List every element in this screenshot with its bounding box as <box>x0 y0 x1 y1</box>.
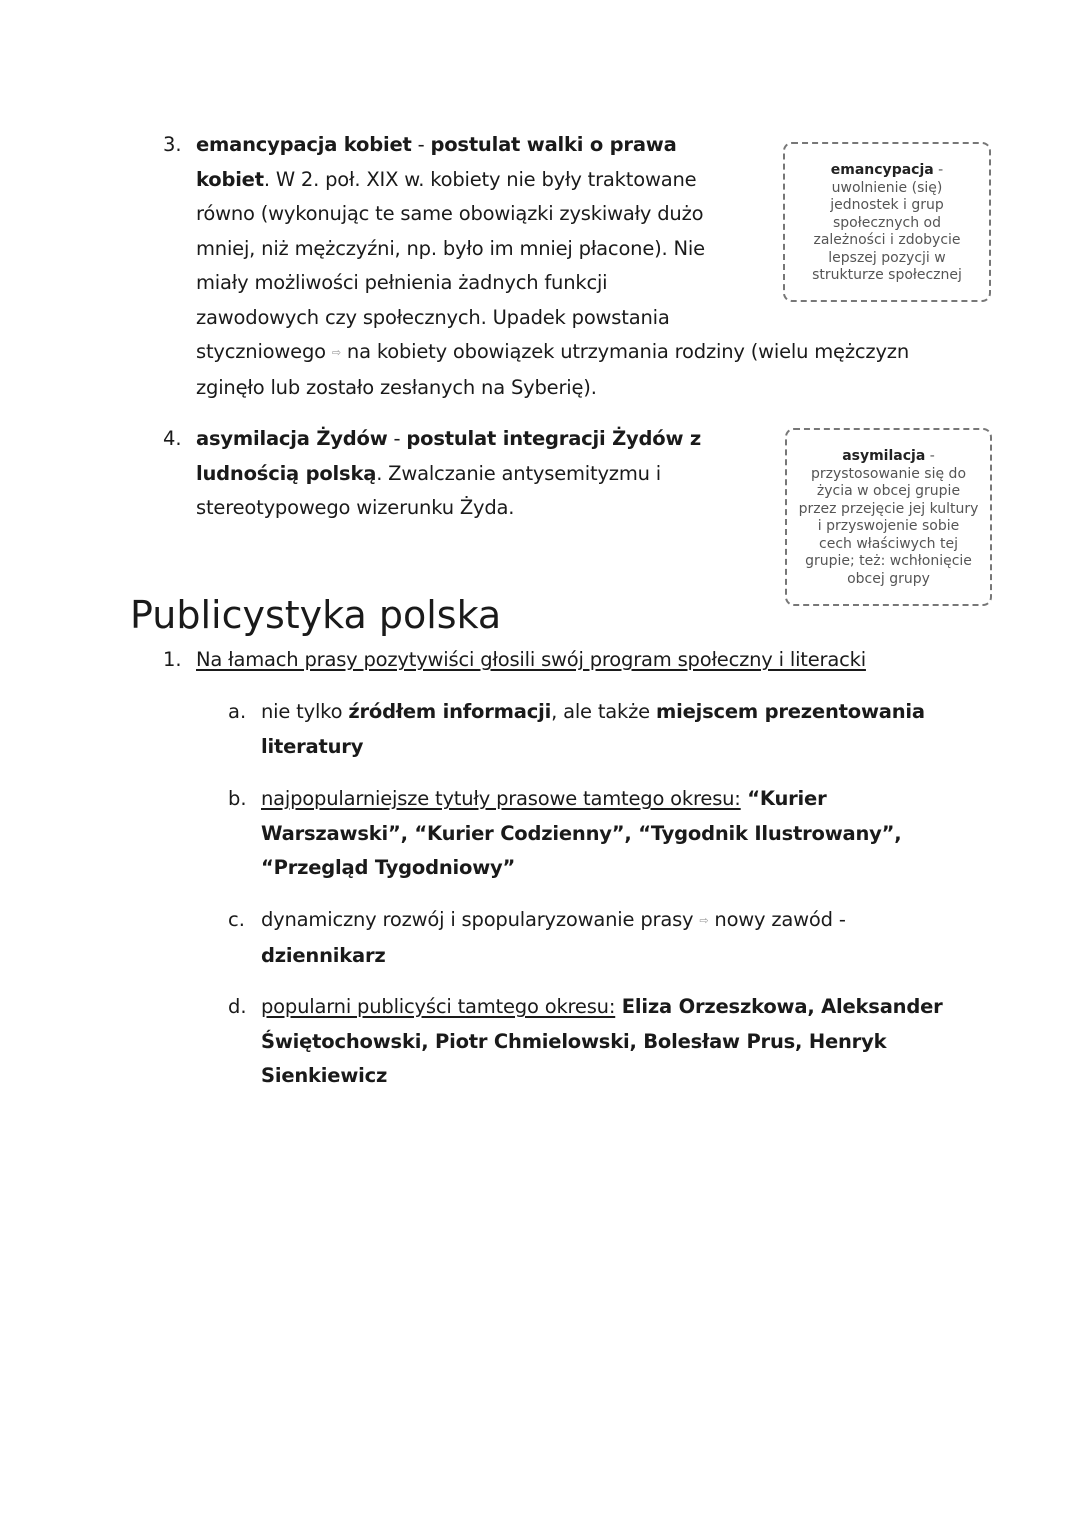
list-letter: c. <box>228 908 245 931</box>
definition-box-emancypacja: emancypacja - uwolnienie (się) jednostek i grup społecznych od zależności i zdobycie lepszej pozycji w strukturze społecznej <box>783 142 991 302</box>
list-letter: b. <box>228 787 247 810</box>
item-3-text: emancypacja kobiet - postulat walki o prawa kobiet. W 2. poł. XIX w. kobiety nie były traktowane równo (wykonując te same obowiązki zyskiwały dużo mniej, niż mężczyźni, np. było im mniej płacone). Nie miały możliwości pełnienia żadnych funkcji zawodowych czy społecznych. Upadek powstania styczniowego ⇨ na kobiety obowiązek utrzymania rodziny (wielu mężczyzn zginęło lub zostało zesłanych na Syberię). <box>196 133 909 399</box>
arrow-icon: ⇨ <box>699 914 709 927</box>
section-item-1-text: Na łamach prasy pozytywiści głosili swój program społeczny i literacki <box>196 648 866 671</box>
term: asymilacja Żydów <box>196 427 388 450</box>
item-4-text: asymilacja Żydów - postulat integracji Żydów z ludnością polską. Zwalczanie antysemityzmu i stereotypowego wizerunku Żyda. <box>196 427 702 519</box>
arrow-icon: ⇨ <box>331 346 341 359</box>
term: emancypacja kobiet <box>196 133 412 156</box>
list-number: 1. <box>163 648 182 671</box>
definition-box-asymilacja: asymilacja - przystosowanie się do życia w obcej grupie przez przejęcie jej kultury i przyswojenie sobie cech właściwych tej grupie; też: wchłonięcie obcej grupy <box>785 428 992 606</box>
list-letter: a. <box>228 700 247 723</box>
list-number: 4. <box>163 427 182 450</box>
list-letter: d. <box>228 995 247 1018</box>
list-number: 3. <box>163 133 182 156</box>
section-heading: Publicystyka polska <box>130 593 502 638</box>
